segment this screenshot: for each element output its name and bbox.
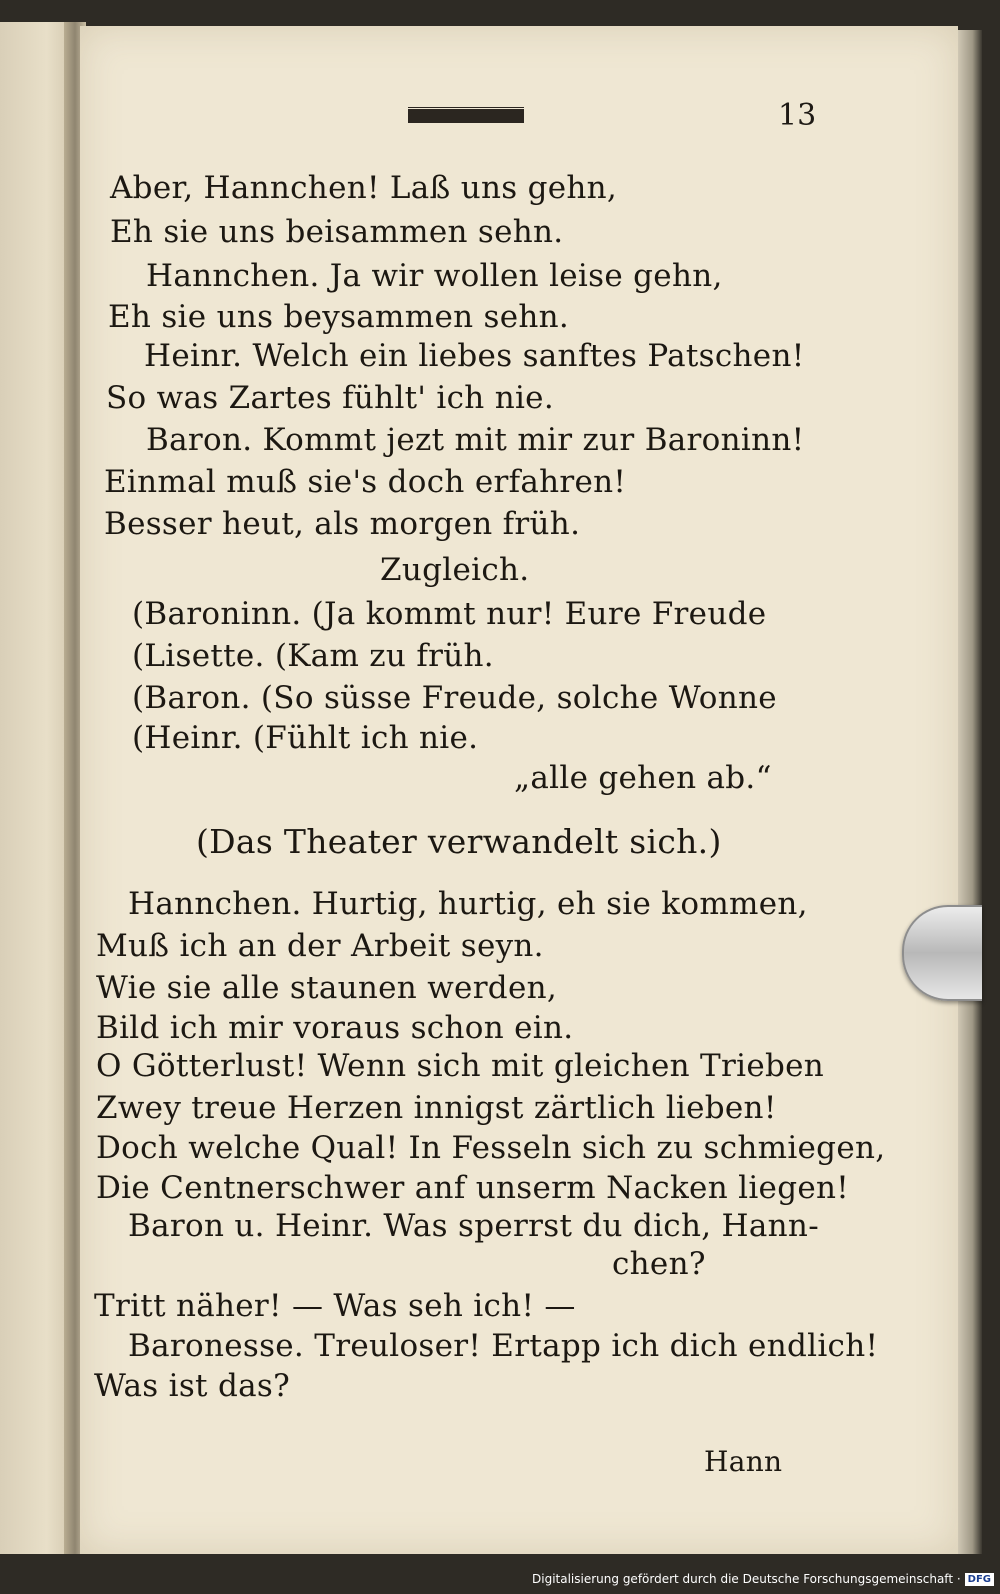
- text-line: Muß ich an der Arbeit seyn.: [96, 928, 544, 964]
- catchword: Hann: [704, 1445, 783, 1478]
- dfg-logo: DFG: [965, 1573, 994, 1586]
- text-line: So was Zartes fühlt' ich nie.: [106, 380, 554, 416]
- text-line: Baronesse. Treuloser! Ertapp ich dich endlich!: [128, 1328, 879, 1364]
- text-line: (Baroninn. (Ja kommt nur! Eure Freude: [132, 596, 767, 632]
- text-line: Doch welche Qual! In Fesseln sich zu schmiegen,: [96, 1130, 886, 1166]
- text-line: chen?: [612, 1246, 706, 1282]
- text-line: (Lisette. (Kam zu früh.: [132, 638, 494, 674]
- text-line: Die Centnerschwer anf unserm Nacken liegen!: [96, 1170, 850, 1206]
- text-line: Heinr. Welch ein liebes sanftes Patschen!: [144, 338, 805, 374]
- text-line: Aber, Hannchen! Laß uns gehn,: [110, 170, 618, 206]
- page-clip: [902, 905, 982, 1001]
- page-number: 13: [778, 98, 817, 133]
- text-line: Besser heut, als morgen früh.: [104, 506, 581, 542]
- scene-heading: (Das Theater verwandelt sich.): [196, 822, 722, 861]
- text-line: Wie sie alle staunen werden,: [96, 970, 558, 1006]
- text-line: Hannchen. Hurtig, hurtig, eh sie kommen,: [128, 886, 808, 922]
- digitization-credit: [532, 1566, 994, 1592]
- text-line: O Götterlust! Wenn sich mit gleichen Trieben: [96, 1048, 825, 1084]
- text-line: Tritt näher! — Was seh ich! —: [94, 1288, 576, 1324]
- header-ornament-rule: [408, 106, 524, 123]
- text-line: Einmal muß sie's doch erfahren!: [104, 464, 627, 500]
- text-line: Eh sie uns beisammen sehn.: [110, 214, 564, 250]
- text-line: (Baron. (So süsse Freude, solche Wonne: [132, 680, 777, 716]
- text-line: Zwey treue Herzen innigst zärtlich lieben!: [96, 1090, 777, 1126]
- stage-direction: „alle gehen ab.“: [514, 760, 772, 796]
- text-line: Bild ich mir voraus schon ein.: [96, 1010, 574, 1046]
- section-heading: Zugleich.: [380, 552, 530, 588]
- text-line: Eh sie uns beysammen sehn.: [108, 299, 570, 335]
- text-line: Hannchen. Ja wir wollen leise gehn,: [146, 258, 723, 294]
- text-line: Baron u. Heinr. Was sperrst du dich, Hann-: [128, 1208, 819, 1244]
- text-line: Was ist das?: [94, 1368, 291, 1404]
- page-stack-edge: [958, 30, 982, 1554]
- credit-text: Digitalisierung gefördert durch die Deutsche Forschungsgemeinschaft ·: [532, 1572, 961, 1586]
- text-line: (Heinr. (Fühlt ich nie.: [132, 720, 479, 756]
- text-line: Baron. Kommt jezt mit mir zur Baroninn!: [146, 422, 805, 458]
